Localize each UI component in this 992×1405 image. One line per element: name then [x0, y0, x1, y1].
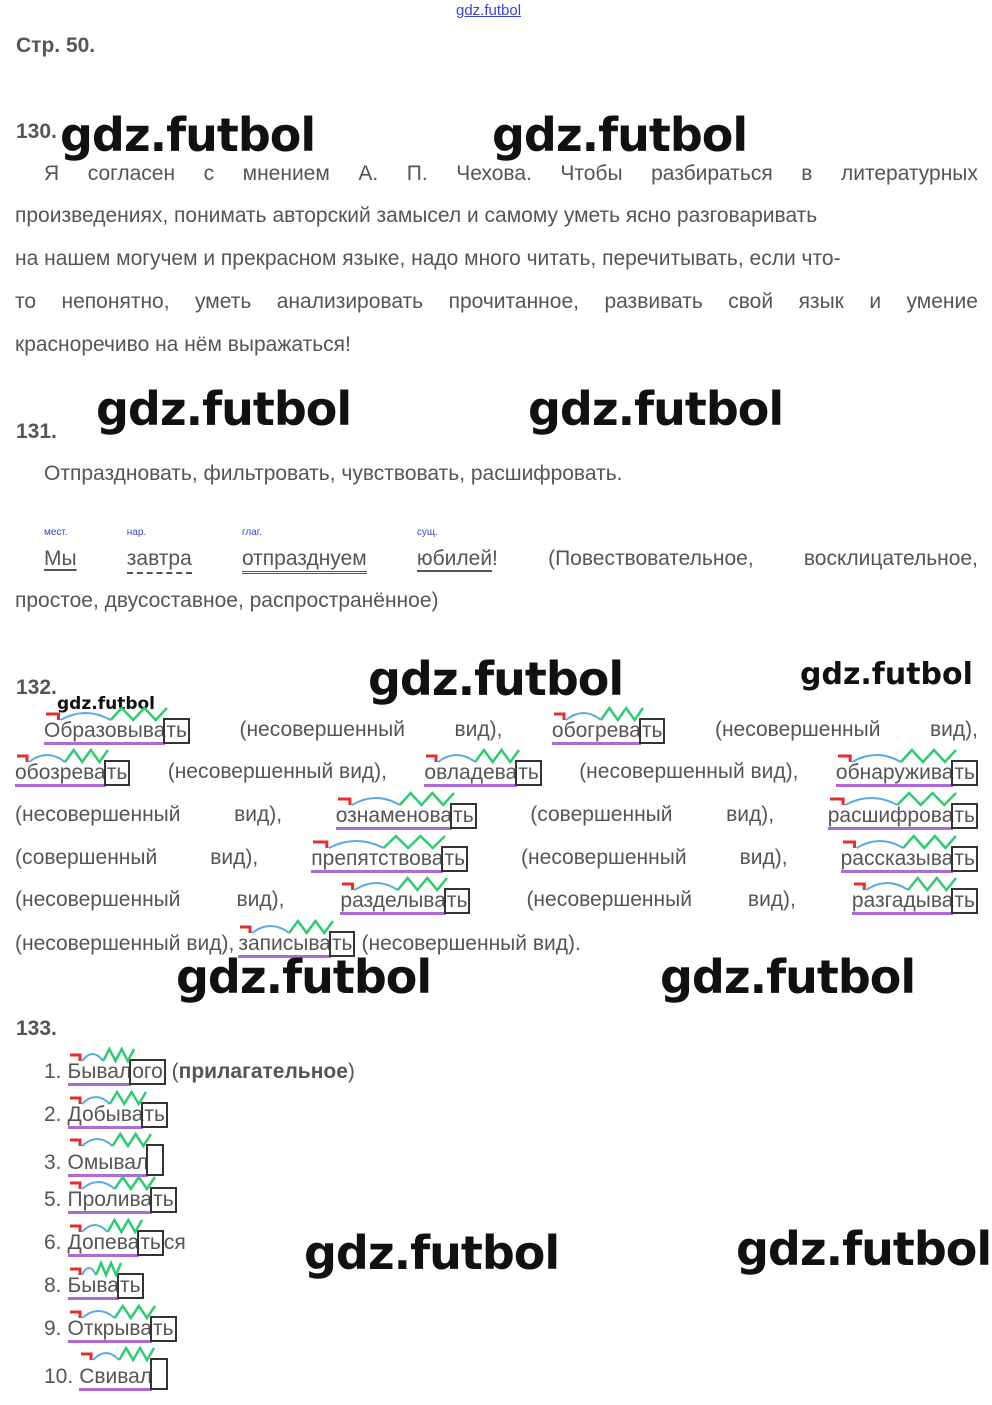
word-ending-box [146, 1144, 164, 1176]
aspect-text: (совершенный [15, 846, 158, 869]
text-word: Чтобы [560, 162, 623, 185]
word-ending-box: ть [441, 846, 468, 872]
aspect-text: вид), [236, 888, 285, 911]
exercise-133-item [44, 1059, 355, 1085]
watermark: gdz.futbol [660, 950, 916, 1004]
exercise-132-number: 132. [16, 676, 57, 699]
word-postfix: ся [163, 1231, 186, 1254]
word-ending-box: ть [150, 1187, 177, 1213]
watermark: gdz.futbol [57, 694, 155, 714]
exercise-130-line-1 [44, 162, 978, 186]
word-text: юбилей [416, 547, 493, 570]
aspect-text: (несовершенный [521, 846, 687, 869]
watermark: gdz.futbol [60, 108, 316, 162]
exercise-133-item [44, 1273, 144, 1299]
morphemic-word [836, 760, 978, 786]
text-word: литературных [840, 162, 978, 185]
word-stem: рассказыва [841, 847, 954, 873]
aspect-text: вид), [929, 718, 978, 741]
exercise-133-item [44, 1144, 164, 1176]
word-ending-box: ть [951, 888, 978, 914]
watermark: gdz.futbol [176, 950, 432, 1004]
word-stem: Открыва [68, 1317, 153, 1343]
exercise-131-number: 131. [16, 420, 57, 443]
exercise-130-text [15, 194, 978, 366]
word-ending-box [150, 1358, 168, 1390]
exercise-131-words: Отпраздновать, фильтровать, чувствовать, расшифровать. [44, 462, 623, 485]
morphemic-word [68, 1102, 168, 1128]
text-word: Чехова. [456, 162, 532, 185]
sentence-word-object [416, 527, 498, 574]
word-stem: Омывал [68, 1151, 149, 1177]
word-stem: разделыва [340, 889, 445, 915]
aspect-text: вид), [210, 846, 259, 869]
word-stem: обогрева [552, 719, 641, 745]
item-note-open: ( [165, 1060, 179, 1083]
word-stem: ознаменова [336, 804, 452, 830]
word-text: Мы [44, 547, 77, 570]
item-note: прилагательное [178, 1060, 348, 1083]
pos-label: глаг. [241, 527, 262, 538]
description-word: (Повествовательное, [548, 547, 754, 570]
aspect-text: (несовершенный [15, 888, 181, 911]
pos-label: мест. [44, 527, 68, 538]
morphemic-word [68, 1230, 186, 1256]
aspect-text: вид), [454, 718, 503, 741]
text-word: П. [406, 162, 428, 185]
text-word: умение [906, 290, 978, 313]
morphemic-word [68, 1273, 144, 1299]
word-ending-box: ть [951, 760, 978, 786]
text-word: язык [798, 290, 844, 313]
word-stem: обнаружива [836, 761, 954, 787]
word-ending-box: ть [137, 1230, 164, 1256]
morphemic-word [852, 888, 978, 914]
text-word: прочитанное, [448, 290, 579, 313]
morphemic-word [841, 846, 978, 872]
aspect-text: (несовершенный [714, 718, 881, 741]
aspect-text: (несовершенный вид), [167, 760, 388, 783]
prefix-mark [81, 1354, 91, 1360]
end-mark: ! [492, 547, 498, 570]
watermark: gdz.futbol [304, 1226, 560, 1280]
morphemic-word [336, 803, 477, 829]
exercise-133-item [44, 1187, 177, 1213]
aspect-text: вид), [747, 888, 796, 911]
word-ending-box: ть [951, 803, 978, 829]
item-number: 2. [44, 1103, 62, 1126]
watermark: gdz.futbol [96, 382, 352, 436]
sentence-word-subject [44, 527, 77, 574]
watermark-top: gdz.futbol [456, 2, 522, 19]
word-stem: записыва [238, 932, 331, 958]
text-line: произведениях, понимать авторский замысел и самому уметь ясно разговаривать [15, 204, 818, 227]
item-number: 6. [44, 1231, 62, 1254]
aspect-text: (несовершенный [15, 803, 181, 826]
word-stem: Добыва [68, 1103, 144, 1129]
word-ending-box: ть [639, 718, 666, 744]
text-word: в [801, 162, 813, 185]
word-stem: Образовыва [44, 719, 165, 745]
word-ending-box: ть [141, 1102, 168, 1128]
aspect-text: (несовершенный [239, 718, 405, 741]
word-text: завтра [126, 547, 192, 570]
aspect-text: (несовершенный вид). [361, 932, 581, 955]
pos-label: сущ. [416, 527, 438, 538]
exercise-132-row [15, 760, 978, 786]
word-stem: обозрева [15, 761, 106, 787]
exercise-132-row [15, 846, 978, 872]
suffix-mark [119, 1348, 154, 1360]
morphemic-word [552, 718, 666, 744]
text-word: согласен [87, 162, 176, 185]
aspect-text: вид), [234, 803, 283, 826]
watermark: gdz.futbol [492, 108, 748, 162]
exercise-133-item [44, 1358, 168, 1390]
word-stem: Допева [68, 1231, 140, 1257]
exercise-133-item [44, 1316, 177, 1342]
sentence-word-adverbial [126, 527, 192, 574]
watermark: gdz.futbol [528, 382, 784, 436]
text-word: с [203, 162, 215, 185]
text-word: мнением [242, 162, 330, 185]
text-word: уметь [195, 290, 252, 313]
morphemic-word [828, 803, 978, 829]
text-word: то [15, 290, 37, 313]
word-stem: Свивал [79, 1365, 152, 1391]
text-word: А. [358, 162, 379, 185]
morphemic-word [68, 1059, 166, 1085]
exercise-130-line-2 [15, 194, 978, 237]
word-stem: овладева [424, 761, 517, 787]
word-stem: Быва [68, 1274, 119, 1300]
aspect-text: (несовершенный вид), [15, 932, 235, 955]
description-word: восклицательное, [803, 547, 978, 570]
item-number: 8. [44, 1274, 62, 1297]
exercise-130-number: 130. [16, 120, 57, 143]
text-word: развивать [604, 290, 703, 313]
text-word: и [869, 290, 882, 313]
word-ending-box: ого [129, 1059, 166, 1085]
word-ending-box: ть [450, 803, 477, 829]
pos-label: нар. [126, 527, 147, 538]
morphemic-word [424, 760, 541, 786]
morphemic-word [44, 718, 190, 744]
word-ending-box: ть [444, 888, 471, 914]
word-ending-box: ть [163, 718, 190, 744]
exercise-131-description: простое, двусоставное, распространённое) [15, 589, 439, 612]
item-number: 10. [44, 1365, 74, 1388]
word-ending-box: ть [104, 760, 131, 786]
item-number: 9. [44, 1317, 62, 1340]
word-ending-box: ть [515, 760, 542, 786]
exercise-133-item [44, 1102, 168, 1128]
word-stem: разгадыва [852, 889, 954, 915]
page-label: Стр. 50. [16, 34, 96, 57]
exercise-132-row [15, 803, 978, 829]
exercise-133-number: 133. [16, 1017, 57, 1040]
exercise-130-line-4 [15, 280, 978, 323]
aspect-text: (совершенный [530, 803, 673, 826]
sentence-word-predicate [241, 527, 367, 574]
exercise-130-line-5 [15, 323, 978, 366]
item-number: 5. [44, 1188, 62, 1211]
word-stem: Пролива [68, 1188, 153, 1214]
morphemic-word [68, 1316, 177, 1342]
watermark: gdz.futbol [736, 1222, 992, 1276]
exercise-131-sentence [44, 527, 978, 574]
word-ending-box: ть [951, 846, 978, 872]
word-stem: Бывал [68, 1060, 132, 1086]
word-stem: расшифрова [828, 804, 954, 830]
text-word: анализировать [276, 290, 424, 313]
morphemic-word [15, 760, 130, 786]
prefix-mark [70, 1140, 80, 1146]
exercise-130-line-3 [15, 237, 978, 280]
watermark: gdz.futbol [368, 652, 624, 706]
item-number: 3. [44, 1151, 62, 1174]
word-text: отпразднуем [241, 547, 367, 570]
root-arc [93, 1353, 119, 1360]
item-note-close: ) [347, 1060, 355, 1083]
word-stem: препятствова [311, 847, 443, 873]
word-ending-box: ть [150, 1316, 177, 1342]
text-word: свой [728, 290, 774, 313]
aspect-text: вид), [739, 846, 788, 869]
aspect-text: вид), [726, 803, 775, 826]
text-line: красноречиво на нём выражаться! [15, 333, 351, 356]
exercise-132-row [44, 718, 978, 744]
watermark: gdz.futbol [800, 657, 973, 692]
item-number: 1. [44, 1060, 62, 1083]
morphemic-word [79, 1358, 168, 1390]
aspect-text: (несовершенный [526, 888, 692, 911]
morphemic-word [68, 1144, 165, 1176]
root-arc [82, 1139, 113, 1146]
exercise-132-row [15, 888, 978, 914]
word-ending-box: ть [117, 1273, 144, 1299]
suffix-mark [112, 1134, 150, 1146]
morphemic-word [311, 846, 468, 872]
exercise-133-item [44, 1230, 186, 1256]
morphemic-word [68, 1187, 177, 1213]
text-word: разбираться [651, 162, 773, 185]
text-line: на нашем могучем и прекрасном языке, надо много читать, перечитывать, если что- [15, 247, 841, 270]
text-word: непонятно, [61, 290, 170, 313]
morphemic-word [340, 888, 470, 914]
aspect-text: (несовершенный вид), [579, 760, 799, 783]
word-ending-box: ть [329, 931, 356, 957]
text-word: Я [44, 162, 60, 185]
